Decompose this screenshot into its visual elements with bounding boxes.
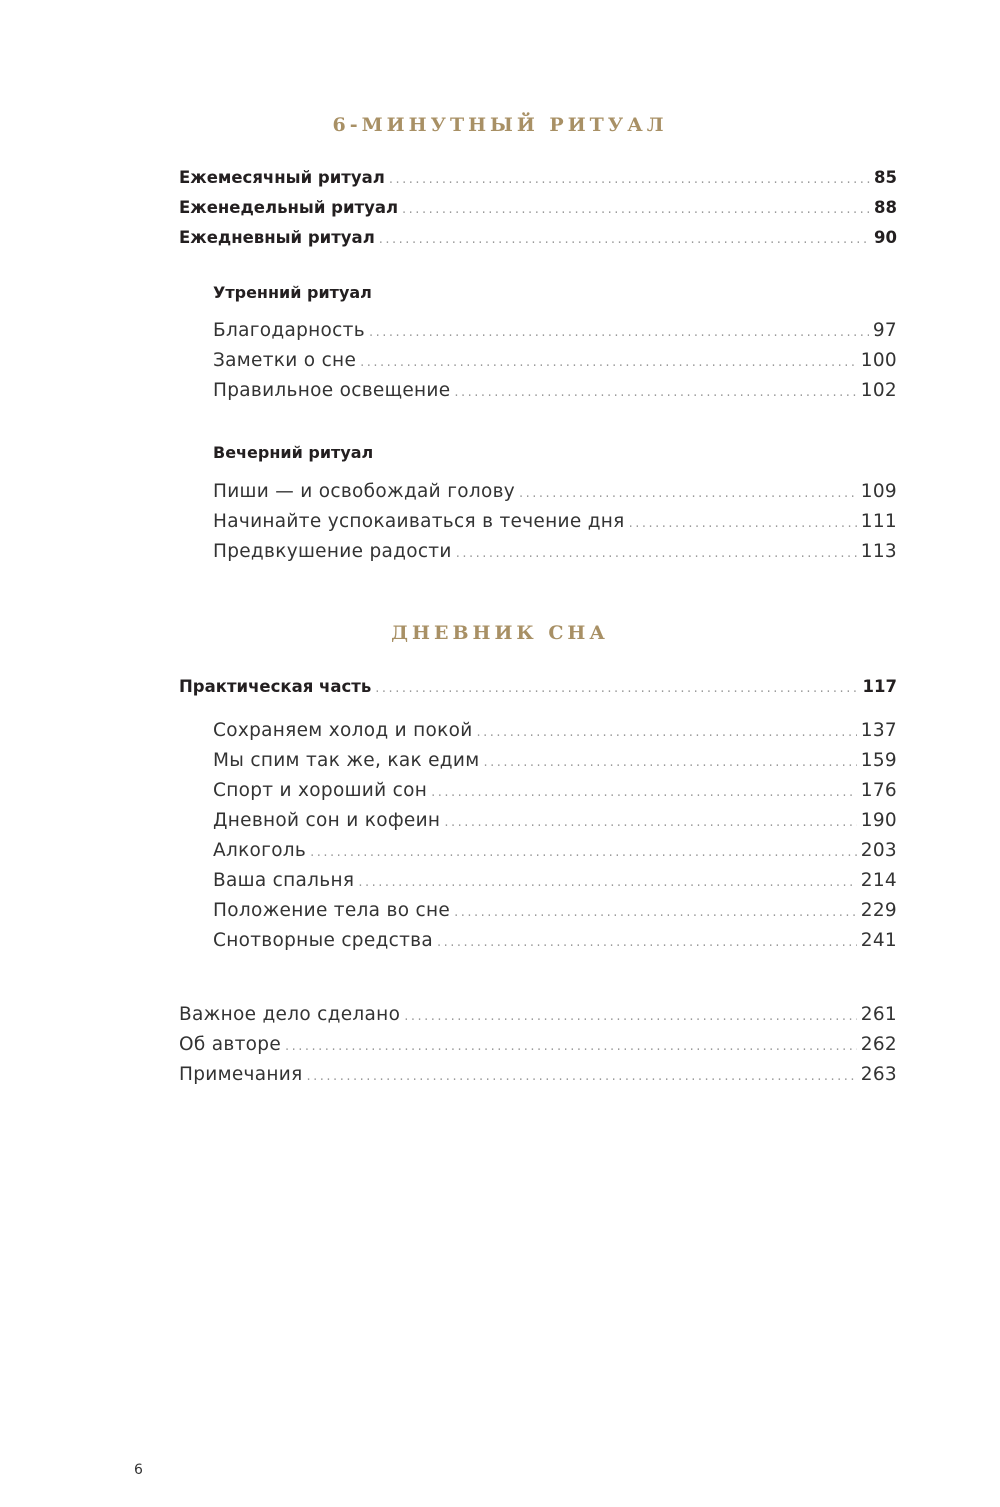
toc-entry[interactable] <box>213 840 897 870</box>
toc-entry[interactable] <box>213 900 897 930</box>
dot-leader <box>456 546 857 561</box>
toc-entry-label: Положение тела во сне <box>213 900 451 921</box>
toc-entry-label: Ежедневный ритуал <box>179 228 375 247</box>
toc-entry-label: Примечания <box>179 1064 303 1085</box>
dot-leader <box>629 516 857 531</box>
toc-entry[interactable] <box>213 810 897 840</box>
toc-entry[interactable] <box>179 1064 897 1094</box>
toc-entry-page: 111 <box>860 511 897 532</box>
toc-entry-label: Спорт и хороший сон <box>213 780 428 801</box>
toc-entry-page: 102 <box>860 380 897 401</box>
toc-entry[interactable] <box>179 1004 897 1034</box>
toc-entry-page: 88 <box>874 198 897 217</box>
toc-entry[interactable] <box>213 380 897 410</box>
dot-leader <box>360 355 857 370</box>
toc-entry-page: 176 <box>860 780 897 801</box>
toc-entry-page: 229 <box>860 900 897 921</box>
section-title: ДНЕВНИК СНА <box>391 622 609 644</box>
toc-entry[interactable] <box>213 750 897 780</box>
dot-leader <box>375 681 858 696</box>
toc-entry[interactable] <box>179 168 897 198</box>
toc-entry-label: Заметки о сне <box>213 350 357 371</box>
page-number: 6 <box>134 1462 143 1478</box>
dot-leader <box>310 845 857 860</box>
toc-entry-page: 190 <box>860 810 897 831</box>
dot-leader <box>437 935 857 950</box>
toc-entry[interactable] <box>213 350 897 380</box>
toc-entry-label: Предвкушение радости <box>213 541 452 562</box>
dot-leader <box>444 815 856 830</box>
toc-entry-label: Мы спим так же, как едим <box>213 750 480 771</box>
toc-entry[interactable] <box>213 930 897 960</box>
toc-entry[interactable] <box>213 870 897 900</box>
toc-entry-page: 113 <box>860 541 897 562</box>
toc-entry-label: Важное дело сделано <box>179 1004 401 1025</box>
toc-entry-label: Правильное освещение <box>213 380 451 401</box>
toc-entry[interactable] <box>213 720 897 750</box>
toc-entry-label: Благодарность <box>213 320 365 341</box>
toc-entry-label: Еженедельный ритуал <box>179 198 399 217</box>
toc-entry-label: Об авторе <box>179 1034 282 1055</box>
toc-entry-page: 85 <box>874 168 897 187</box>
toc-entry-page: 214 <box>860 870 897 891</box>
dot-leader <box>379 232 870 247</box>
toc-entry[interactable] <box>179 228 897 258</box>
toc-entry[interactable] <box>179 677 897 707</box>
dot-leader <box>431 785 857 800</box>
toc-entry[interactable] <box>213 511 897 541</box>
toc-entry[interactable] <box>179 198 897 228</box>
toc-entry[interactable] <box>213 481 897 511</box>
dot-leader <box>402 202 870 217</box>
toc-entry-page: 117 <box>862 677 897 696</box>
toc-entry-page: 203 <box>860 840 897 861</box>
toc-entry-page: 262 <box>860 1034 897 1055</box>
toc-entry-label: Пиши — и освобождай голову <box>213 481 516 502</box>
toc-entry-label: Начинайте успокаиваться в течение дня <box>213 511 625 532</box>
toc-entry-label: Алкоголь <box>213 840 307 861</box>
toc-entry[interactable] <box>179 1034 897 1064</box>
dot-leader <box>285 1039 857 1054</box>
toc-entry-page: 90 <box>874 228 897 247</box>
dot-leader <box>404 1009 857 1024</box>
dot-leader <box>454 385 856 400</box>
toc-entry-label: Снотворные средства <box>213 930 434 951</box>
toc-entry-page: 109 <box>860 481 897 502</box>
dot-leader <box>389 172 870 187</box>
subsection-heading: Утренний ритуал <box>213 283 372 302</box>
toc-entry[interactable] <box>213 541 897 571</box>
toc-entry-page: 97 <box>872 320 897 341</box>
dot-leader <box>358 875 856 890</box>
toc-entry-label: Ваша спальня <box>213 870 355 891</box>
toc-entry[interactable] <box>213 780 897 810</box>
toc-entry-label: Сохраняем холод и покой <box>213 720 473 741</box>
subsection-heading: Вечерний ритуал <box>213 443 374 462</box>
toc-entry-label: Практическая часть <box>179 677 372 696</box>
toc-entry[interactable] <box>213 320 897 350</box>
toc-entry-label: Дневной сон и кофеин <box>213 810 441 831</box>
toc-entry-page: 263 <box>860 1064 897 1085</box>
toc-entry-page: 137 <box>860 720 897 741</box>
dot-leader <box>307 1069 857 1084</box>
toc-entry-page: 159 <box>860 750 897 771</box>
toc-entry-page: 241 <box>860 930 897 951</box>
dot-leader <box>519 486 857 501</box>
dot-leader <box>369 325 869 340</box>
toc-entry-page: 261 <box>860 1004 897 1025</box>
dot-leader <box>483 755 856 770</box>
dot-leader <box>454 905 857 920</box>
dot-leader <box>477 725 857 740</box>
toc-entry-label: Ежемесячный ритуал <box>179 168 385 187</box>
section-title: 6-МИНУТНЫЙ РИТУАЛ <box>332 114 668 136</box>
toc-entry-page: 100 <box>860 350 897 371</box>
